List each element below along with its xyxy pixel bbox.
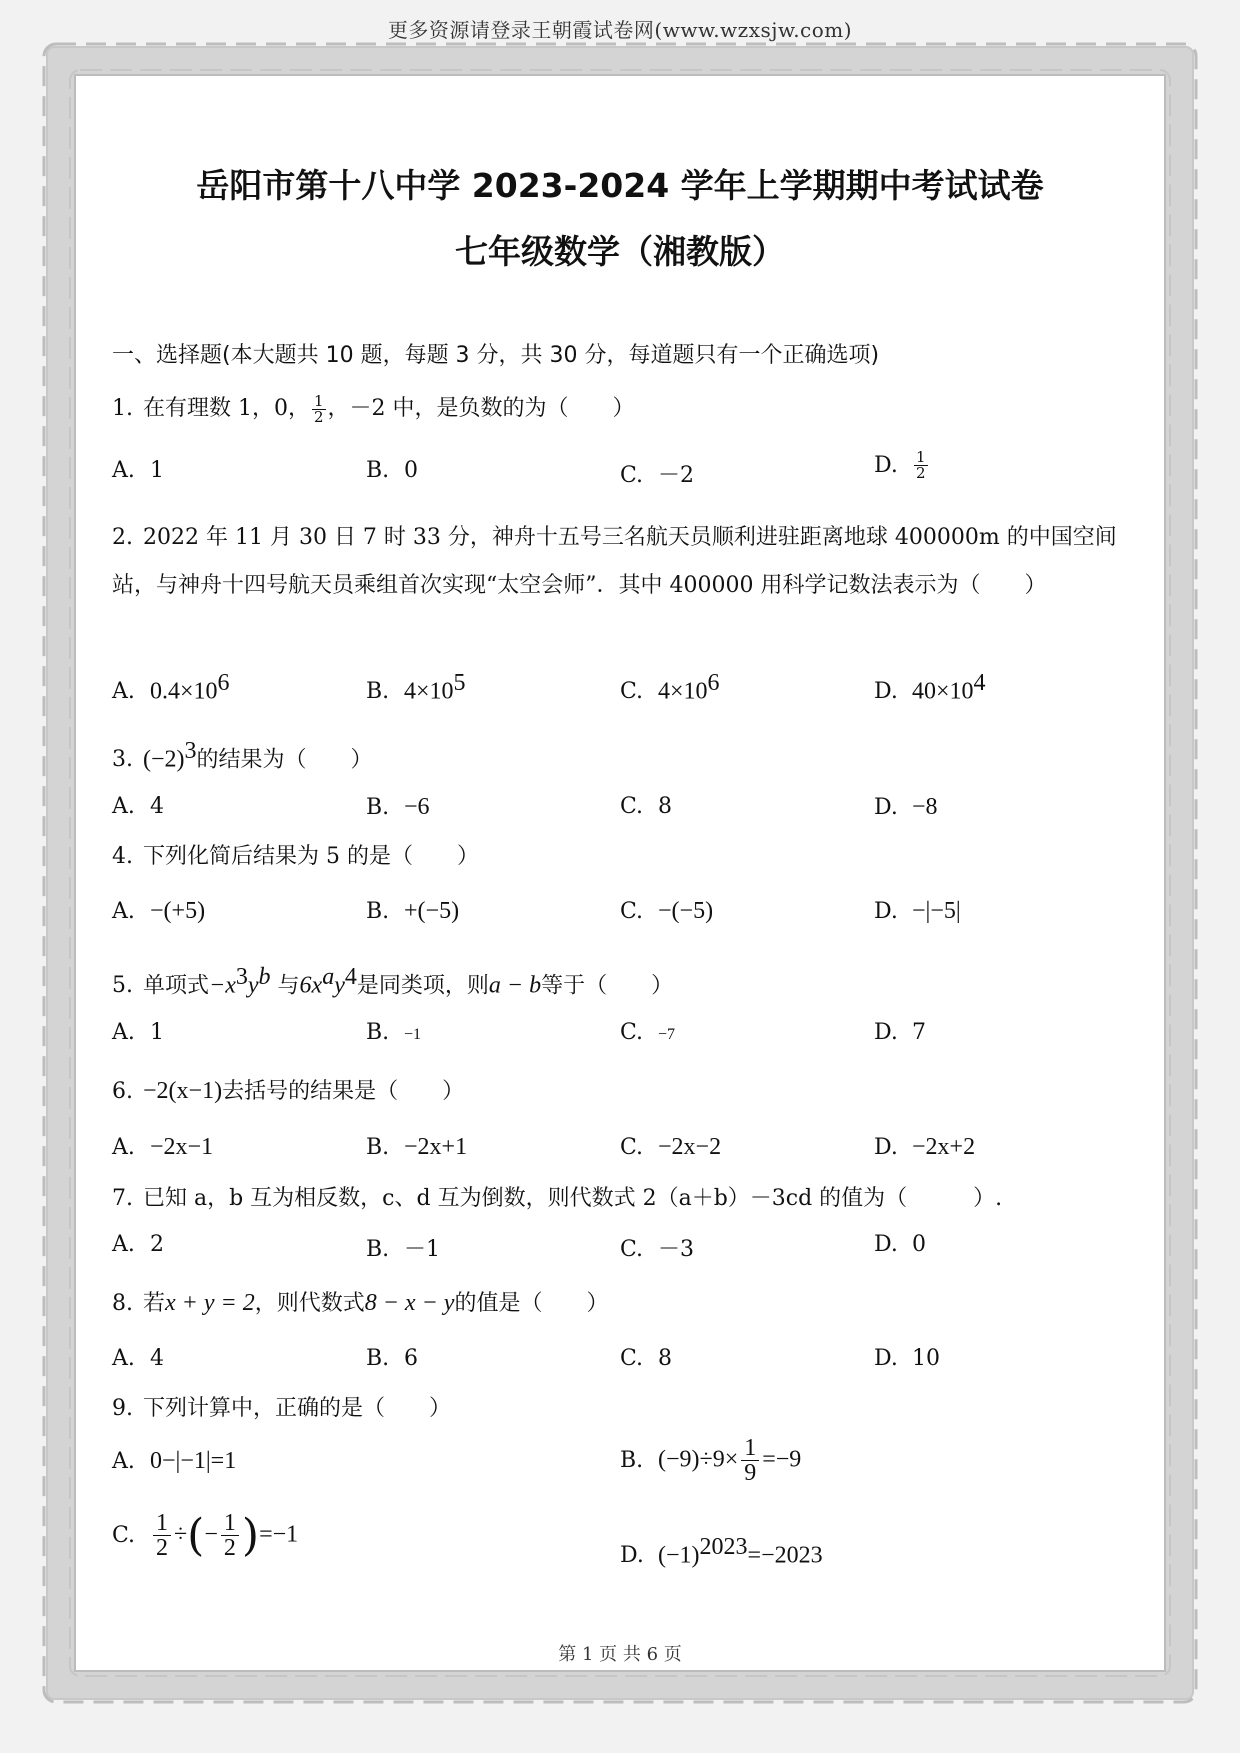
option-b[interactable]: B. −2x+1 — [366, 1134, 468, 1160]
option-c[interactable]: C. 8 — [620, 794, 672, 819]
option-c[interactable]: C. －2 — [620, 463, 694, 488]
option-a[interactable]: A. 2 — [112, 1232, 164, 1257]
option-b[interactable]: B. 6 — [366, 1346, 418, 1371]
option-a[interactable]: A. 1 — [112, 458, 164, 483]
option-d[interactable]: D. 10 — [874, 1346, 940, 1371]
option-c[interactable]: C. 8 — [620, 1346, 672, 1371]
option-b[interactable]: B. −1 — [366, 1020, 422, 1045]
option-a[interactable]: A. 0−|−1|=1 — [112, 1448, 237, 1474]
option-d[interactable]: D. −2x+2 — [874, 1134, 976, 1160]
option-b[interactable]: B. +(−5) — [366, 898, 460, 924]
question-9: 9. 下列计算中，正确的是（ ） — [112, 1396, 452, 1421]
question-6: 6. −2(x−1)去括号的结果是（ ） — [112, 1078, 465, 1104]
option-a[interactable]: A. $0.4\times 10^6$ — [112, 670, 230, 705]
option-a[interactable]: A. 1 — [112, 1020, 164, 1045]
question-3: 3. $(-2)^3$的结果为（ ） — [112, 738, 373, 773]
option-b[interactable]: B. $4\times 10^5$ — [366, 670, 466, 705]
exam-subtitle: 七年级数学（湘教版） — [455, 232, 785, 271]
section-heading: 一、选择题(本大题共 10 题，每题 3 分，共 30 分，每道题只有一个正确选项) — [112, 343, 880, 368]
site-header: 更多资源请登录王朝霞试卷网(www.wzxsjw.com) — [387, 18, 853, 42]
option-a[interactable]: A. 4 — [112, 1346, 164, 1371]
option-b[interactable]: B. −6 — [366, 794, 430, 820]
option-c[interactable]: C. −2x−2 — [620, 1134, 722, 1160]
option-c[interactable]: C. $\frac{1}{2}$ ÷(− $\frac{1}{2}$ )=−1 — [112, 1510, 299, 1561]
option-a[interactable]: A. −(+5) — [112, 898, 206, 924]
question-4: 4. 下列化简后结果为 5 的是（ ） — [112, 844, 479, 869]
question-7: 7. 已知 a，b 互为相反数，c、d 互为倒数，则代数式 2（a＋b）－3cd 的值为（ ）. — [112, 1186, 1003, 1211]
left-paren: ( — [187, 1510, 205, 1561]
question-8: 8. 若x + y = 2，则代数式8 − x − y的值是（ ） — [112, 1290, 609, 1316]
option-d[interactable]: D. 0 — [874, 1232, 926, 1257]
option-a[interactable]: A. 4 — [112, 794, 164, 819]
option-d[interactable]: D. −|−5| — [874, 898, 961, 924]
question-5: 5. 单项式$-x^3y^b$ 与$6x^ay^4$是同类项，则a − b等于（ ） — [112, 964, 674, 999]
option-b[interactable]: B. (−9)÷9× $\frac{1}{9}$ =−9 — [620, 1435, 802, 1486]
option-b[interactable]: B. 0 — [366, 458, 418, 483]
option-b[interactable]: B. －1 — [366, 1237, 440, 1262]
option-d[interactable]: D. 7 — [874, 1020, 926, 1045]
question-1: 1. 在有理数 1，0， $\frac{1}{2}$ ，－2 中，是负数的为（ ） — [112, 391, 635, 426]
option-d[interactable]: D. $(-1)^{2023}=-2023$ — [620, 1534, 823, 1569]
option-c[interactable]: C. −7 — [620, 1020, 676, 1045]
option-a[interactable]: A. −2x−1 — [112, 1134, 214, 1160]
option-d[interactable]: D. $\frac{1}{2}$ — [874, 448, 926, 482]
right-paren: ) — [241, 1510, 260, 1561]
exam-title: 岳阳市第十八中学 2023-2024 学年上学期期中考试试卷 — [196, 166, 1044, 205]
option-d[interactable]: D. $40\times 10^4$ — [874, 670, 986, 705]
question-2: 2. 2022 年 11 月 30 日 7 时 33 分，神舟十五号三名航天员顺利进驻距离地球 400000m 的中国空间站，与神舟十四号航天员乘组首次实现“太空会师”．其中 400000 用科学记数法表示为（ ） — [112, 525, 1117, 598]
option-d[interactable]: D. −8 — [874, 794, 938, 820]
option-c[interactable]: C. $4\times 10^6$ — [620, 670, 720, 705]
option-c[interactable]: C. －3 — [620, 1237, 694, 1262]
option-c[interactable]: C. −(−5) — [620, 898, 714, 924]
page-footer: 第 1 页 共 6 页 — [558, 1644, 682, 1665]
